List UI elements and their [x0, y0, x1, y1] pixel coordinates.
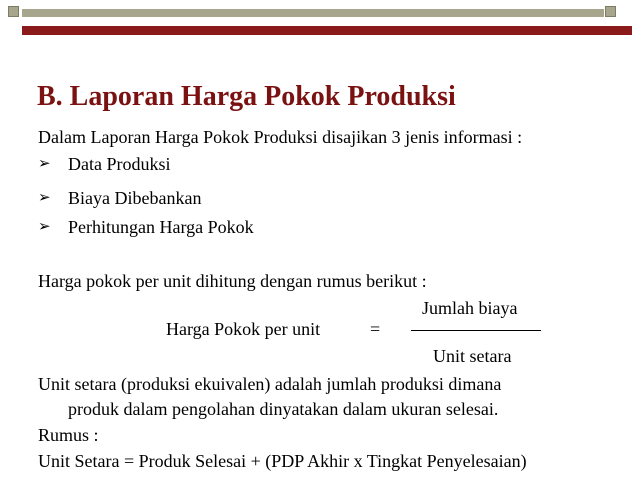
- formula-intro-text: Harga pokok per unit dihitung dengan rumus berikut :: [38, 271, 427, 291]
- formula-numerator: Jumlah biaya: [422, 298, 518, 318]
- header-red-bar: [22, 26, 632, 35]
- rumus-formula: Unit Setara = Produk Selesai + (PDP Akhir x Tingkat Penyelesaian): [38, 451, 527, 471]
- definition-line-1: Unit setara (produksi ekuivalen) adalah jumlah produksi dimana: [38, 374, 502, 394]
- formula-equals-sign: =: [370, 319, 381, 339]
- formula-fraction-line: [411, 330, 541, 331]
- rumus-label: Rumus :: [38, 425, 99, 445]
- bullet-item-biaya-dibebankan: Biaya Dibebankan: [68, 188, 202, 208]
- bullet-item-data-produksi: Data Produksi: [68, 154, 171, 174]
- header-decoration-square-right: [605, 6, 616, 17]
- intro-text: Dalam Laporan Harga Pokok Produksi disajikan 3 jenis informasi :: [38, 127, 523, 147]
- bullet-arrow-icon: ➢: [38, 190, 51, 206]
- bullet-arrow-icon: ➢: [38, 156, 51, 172]
- slide-title: B. Laporan Harga Pokok Produksi: [37, 81, 456, 112]
- formula-denominator: Unit setara: [433, 346, 512, 366]
- bullet-arrow-icon: ➢: [38, 219, 51, 235]
- header-olive-bar: [22, 9, 604, 17]
- header-decoration-square-left: [8, 6, 19, 17]
- formula-left-side: Harga Pokok per unit: [166, 319, 321, 339]
- definition-line-2: produk dalam pengolahan dinyatakan dalam ukuran selesai.: [68, 399, 499, 419]
- bullet-item-perhitungan-harga-pokok: Perhitungan Harga Pokok: [68, 217, 254, 237]
